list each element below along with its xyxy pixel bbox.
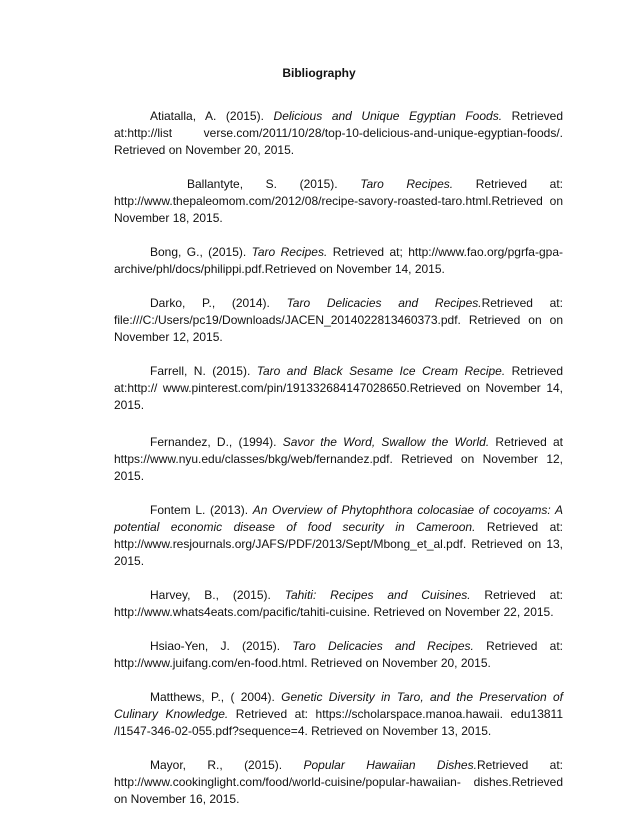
entry-author: Ballantyte, S. (2015). — [187, 177, 338, 191]
bibliography-entry — [114, 295, 563, 346]
entry-author: Hsiao-Yen, J. (2015). — [150, 639, 281, 653]
entry-title: Taro Recipes. — [360, 177, 454, 191]
bibliography-list — [114, 108, 563, 825]
bibliography-entry — [114, 108, 563, 159]
entry-details: Retrieved at:http:// www.pinterest.com/pin/191332684147028650.Retrieved on November 14, 2015. — [114, 364, 563, 412]
entry-author: Bong, G., (2015). — [150, 245, 247, 259]
entry-details: Retrieved at: http://www.juifang.com/en-food.html. Retrieved on November 20, 2015. — [114, 639, 563, 670]
bibliography-entry — [114, 244, 563, 278]
entry-author: Mayor, R., (2015). — [150, 758, 283, 772]
entry-title: Savor the Word, Swallow the World. — [282, 435, 490, 449]
bibliography-entry — [114, 689, 563, 740]
entry-details: Retrieved at https://www.nyu.edu/classes/bkg/web/fernandez.pdf. Retrieved on November 12, 2015. — [114, 435, 563, 483]
page-title: Bibliography — [282, 66, 356, 80]
entry-details: Retrieved at: http://www.thepaleomom.com/2012/08/recipe-savory-roasted-taro.html.Retrieved on November 18, 2015. — [114, 177, 564, 225]
bibliography-entry — [114, 363, 563, 414]
entry-details: Retrieved at:http://list verse.com/2011/10/28/top-10-delicious-and-unique-egyptian-foods/. Retrieved on November 20, 2015. — [114, 109, 563, 157]
entry-title: Delicious and Unique Egyptian Foods. — [273, 109, 503, 123]
entry-details: Retrieved at: http://www.whats4eats.com/pacific/tahiti-cuisine. Retrieved on November 22, 2015. — [114, 588, 563, 619]
entry-title: Taro Delicacies and Recipes. — [292, 639, 474, 653]
entry-title: Genetic Diversity in Taro, and the Preservation of Culinary Knowledge. — [114, 690, 563, 721]
entry-author: Fontem L. (2013). — [150, 503, 249, 517]
entry-author: Fernandez, D., (1994). — [150, 435, 277, 449]
entry-title: Taro Delicacies and Recipes. — [286, 296, 482, 310]
entry-author: Atiatalla, A. (2015). — [150, 109, 264, 123]
entry-details: Retrieved at: file:///C:/Users/pc19/Downloads/JACEN_2014022813460373.pdf. Retrieved on on November 12, 2015. — [114, 296, 563, 344]
entry-title: Taro and Black Sesame Ice Cream Recipe. — [256, 364, 506, 378]
entry-author: Harvey, B., (2015). — [150, 588, 271, 602]
entry-title: Taro Recipes. — [251, 245, 328, 259]
entry-details: Retrieved at: https://scholarspace.manoa.hawaii. edu13811 /l1547-346-02-055.pdf?sequence=4. Retrieved on November 13, 2015. — [114, 707, 563, 738]
bibliography-entry — [114, 638, 563, 672]
entry-details: Retrieved at: http://www.cookinglight.com/food/world-cuisine/popular-hawaiian- dishes.Retrieved on November 16, 2015. — [114, 758, 563, 806]
bibliography-entry — [114, 434, 563, 485]
bibliography-entry — [114, 502, 563, 570]
entry-details: Retrieved at: http://www.resjournals.org/JAFS/PDF/2013/Sept/Mbong_et_al.pdf. Retrieved on 13, 2015. — [114, 520, 563, 568]
entry-title: An Overview of Phytophthora colocasiae of cocoyams: A potential economic disease of food security in Cameroon. — [114, 503, 563, 534]
entry-author: Darko, P., (2014). — [150, 296, 270, 310]
entry-author: Matthews, P., ( 2004). — [150, 690, 275, 704]
entry-author: Farrell, N. (2015). — [150, 364, 251, 378]
bibliography-entry — [114, 757, 563, 808]
entry-title: Popular Hawaiian Dishes. — [303, 758, 477, 772]
bibliography-entry — [114, 176, 563, 227]
bibliography-entry — [114, 587, 563, 621]
entry-details: Retrieved at; http://www.fao.org/pgrfa-gpa-archive/phl/docs/philippi.pdf.Retrieved on November 14, 2015. — [114, 245, 563, 276]
entry-title: Tahiti: Recipes and Cuisines. — [284, 588, 471, 602]
